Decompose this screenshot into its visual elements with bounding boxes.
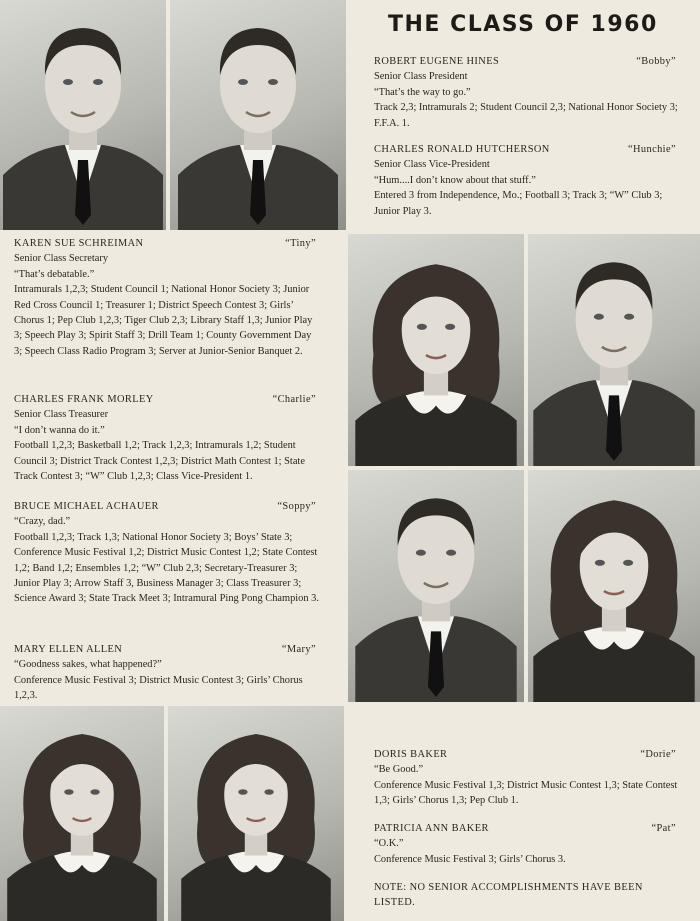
entry-mary-allen bbox=[14, 642, 320, 704]
student-quote: “Goodness sakes, what happened?” bbox=[14, 659, 162, 671]
student-quote: “Be Good.” bbox=[374, 764, 424, 776]
student-title: Senior Class Secretary bbox=[14, 253, 109, 265]
student-nickname: “Hunchie” bbox=[627, 144, 676, 155]
portrait-boy-icon bbox=[0, 0, 166, 230]
student-name: PATRICIA ANN BAKER bbox=[374, 823, 489, 834]
student-name: BRUCE MICHAEL ACHAUER bbox=[14, 501, 159, 512]
student-quote: “That’s debatable.” bbox=[14, 268, 95, 280]
student-name: ROBERT EUGENE HINES bbox=[374, 56, 500, 67]
student-activities: Conference Music Festival 1,3; District Music Contest 1,3; State Contest 1,3; Girls’ Chorus 1,3; Pep Club 1. bbox=[374, 779, 678, 807]
entry-charles-morley bbox=[14, 392, 320, 484]
student-quote: “Crazy, dad.” bbox=[14, 516, 71, 528]
student-activities: Track 2,3; Intramurals 2; Student Council 2,3; National Honor Society 3; F.F.A. 1. bbox=[374, 102, 678, 129]
student-quote: “O.K.” bbox=[374, 838, 404, 850]
student-activities: Conference Music Festival 3; Girls’ Chorus 3. bbox=[374, 853, 566, 865]
photo-mary-allen bbox=[528, 470, 700, 702]
student-name: CHARLES FRANK MORLEY bbox=[14, 394, 154, 405]
entry-charles-hutcherson bbox=[374, 142, 680, 219]
student-quote: “That’s the way to go.” bbox=[374, 86, 471, 98]
photo-doris-baker bbox=[0, 706, 164, 921]
student-name: KAREN SUE SCHREIMAN bbox=[14, 238, 144, 249]
portrait-girl-icon bbox=[0, 706, 164, 921]
photo-karen-schreiman bbox=[348, 234, 524, 466]
photo-robert-hines bbox=[0, 0, 166, 230]
photo-patricia-baker bbox=[168, 706, 344, 921]
student-activities: Intramurals 1,2,3; Student Council 1; National Honor Society 3; Junior Red Cross Council 1; Treasurer 1; District Speech Contest 3; Girls’ Chorus 1; Pep Club 1,2,3; Tiger Club 2,3; Library Staff 1,3; Junior Play 3; Speech Play 3; Spirit Staff 3; Drill Team 1; County Government Day 3; Speech Class Radio Program 3; Server at Junior-Senior Banquet 2. bbox=[14, 284, 313, 357]
student-nickname: “Tiny” bbox=[285, 238, 316, 249]
portrait-girl-icon bbox=[348, 234, 524, 466]
portrait-girl-icon bbox=[168, 706, 344, 921]
student-title: Senior Class Treasurer bbox=[14, 409, 109, 421]
student-nickname: “Mary” bbox=[281, 644, 316, 655]
student-nickname: “Dorie” bbox=[640, 749, 676, 760]
student-activities: Conference Music Festival 3; District Music Contest 3; Girls’ Chorus 1,2,3. bbox=[14, 674, 303, 702]
portrait-boy-icon bbox=[170, 0, 346, 230]
footnote: NOTE: NO SENIOR ACCOMPLISHMENTS HAVE BEEN LISTED. bbox=[374, 882, 643, 909]
portrait-boy-icon bbox=[528, 234, 700, 466]
student-name: MARY ELLEN ALLEN bbox=[14, 644, 123, 655]
student-name: CHARLES RONALD HUTCHERSON bbox=[374, 144, 550, 155]
entry-patricia-baker bbox=[374, 821, 680, 867]
entry-bruce-achauer bbox=[14, 499, 320, 607]
entry-robert-hines bbox=[374, 54, 680, 131]
portrait-boy-icon bbox=[348, 470, 524, 702]
student-title: Senior Class Vice-President bbox=[374, 159, 490, 171]
student-nickname: “Pat” bbox=[651, 823, 676, 834]
student-name: DORIS BAKER bbox=[374, 749, 448, 760]
student-title: Senior Class President bbox=[374, 71, 468, 83]
photo-bruce-achauer bbox=[348, 470, 524, 702]
student-quote: “I don’t wanna do it.” bbox=[14, 424, 105, 436]
student-activities: Entered 3 from Independence, Mo.; Football 3; Track 3; “W” Club 3; Junior Play 3. bbox=[374, 190, 663, 217]
student-activities: Football 1,2,3; Track 1,3; National Honor Society 3; Boys’ State 3; Conference Music Festival 1,2; District Music Contest 1,2; State Contest 1,2; Band 1,2; Ensembles 1,2; “W” Club 2,3; Secretary-Treasurer 3; Junior Play 3; Arrow Staff 3, Business Manager 3; Class Treasurer 3; Science Award 3; State Track Meet 3; Intramural Ping Pong Champion 3. bbox=[14, 531, 319, 605]
student-nickname: “Bobby” bbox=[636, 56, 676, 67]
portrait-girl-icon bbox=[528, 470, 700, 702]
page-title: THE CLASS OF 1960 bbox=[388, 12, 658, 37]
entry-karen-schreiman bbox=[14, 236, 320, 359]
student-quote: “Hum....I don’t know about that stuff.” bbox=[374, 174, 536, 186]
photo-charles-morley bbox=[528, 234, 700, 466]
entry-doris-baker bbox=[374, 747, 680, 809]
student-activities: Football 1,2,3; Basketball 1,2; Track 1,2,3; Intramurals 1,2; Student Council 3; District Track Contest 1,2,3; District Math Contest 1; State Track Contest 3; “W” Club 1,2,3; Class Vice-President 1. bbox=[14, 440, 305, 483]
photo-charles-hutcherson bbox=[170, 0, 346, 230]
student-nickname: “Charlie” bbox=[272, 394, 316, 405]
student-nickname: “Soppy” bbox=[277, 501, 316, 512]
